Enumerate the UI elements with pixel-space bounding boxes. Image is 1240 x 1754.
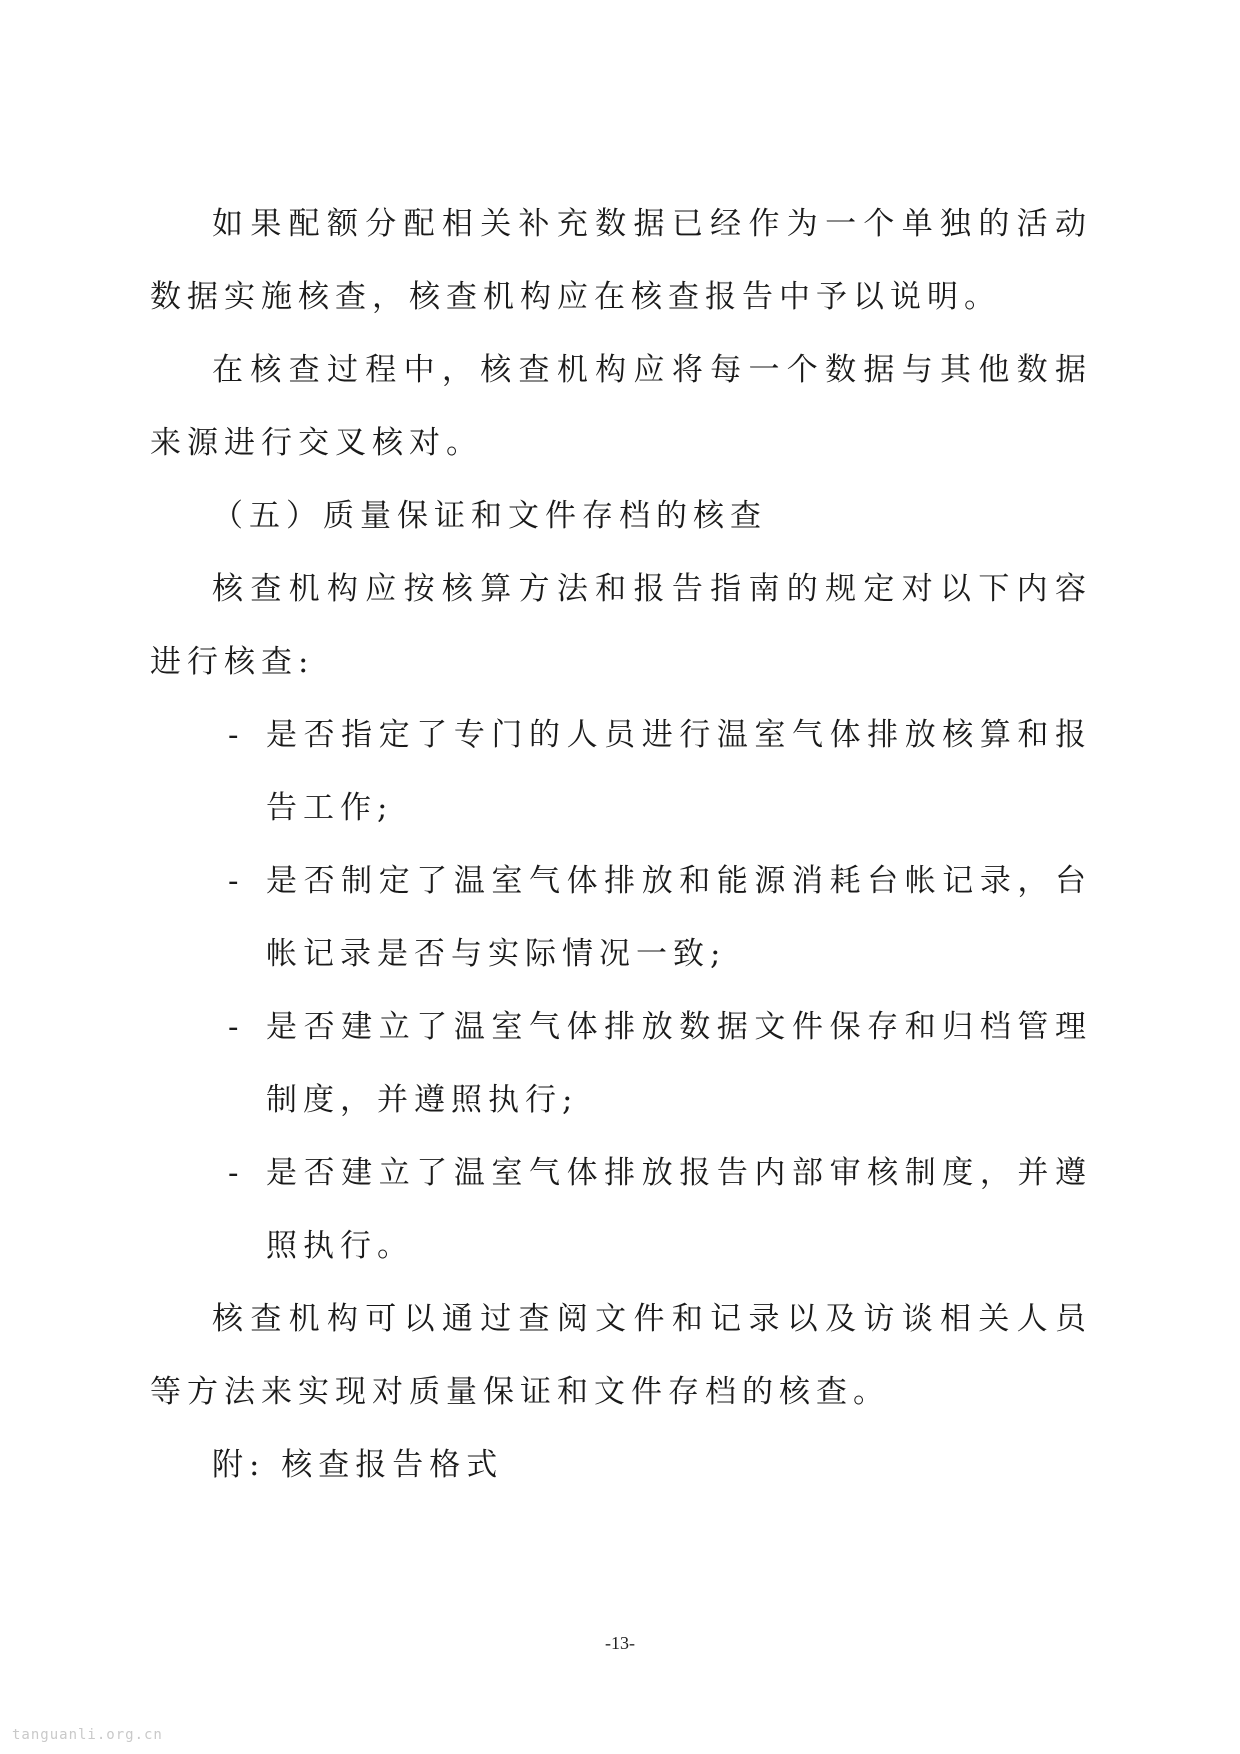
- list-item-text: 是否制定了温室气体排放和能源消耗台帐记录，台帐记录是否与实际情况一致;: [266, 863, 1092, 972]
- watermark: tanguanli.org.cn: [12, 1727, 163, 1743]
- bullet-dash: -: [228, 1155, 239, 1191]
- list-item: [150, 991, 1092, 1137]
- document-body: [150, 188, 1092, 1502]
- page-number: -13-: [605, 1633, 635, 1653]
- list-item-text: 是否建立了温室气体排放数据文件保存和归档管理制度，并遵照执行;: [266, 1009, 1092, 1118]
- bullet-dash: -: [228, 717, 239, 753]
- paragraph-cross-check: 在核查过程中，核查机构应将每一个数据与其他数据来源进行交叉核对。: [150, 352, 1092, 461]
- section-heading: （五）质量保证和文件存档的核查: [212, 498, 767, 534]
- paragraph-intro: 核查机构应按核算方法和报告指南的规定对以下内容进行核查:: [150, 571, 1092, 680]
- appendix-note: 附: 核查报告格式: [212, 1447, 504, 1483]
- bullet-dash: -: [228, 1009, 239, 1045]
- bullet-dash: -: [228, 863, 239, 899]
- paragraph-supplementary-data: 如果配额分配相关补充数据已经作为一个单独的活动数据实施核查，核查机构应在核查报告中予以说明。: [150, 206, 1092, 315]
- list-item: [150, 845, 1092, 991]
- list-item: [150, 699, 1092, 845]
- list-item-text: 是否指定了专门的人员进行温室气体排放核算和报告工作;: [266, 717, 1092, 826]
- list-item: [150, 1137, 1092, 1283]
- check-items-list: [150, 699, 1092, 1283]
- list-item-text: 是否建立了温室气体排放报告内部审核制度，并遵照执行。: [266, 1155, 1092, 1264]
- paragraph-methods: 核查机构可以通过查阅文件和记录以及访谈相关人员等方法来实现对质量保证和文件存档的核查。: [150, 1301, 1092, 1410]
